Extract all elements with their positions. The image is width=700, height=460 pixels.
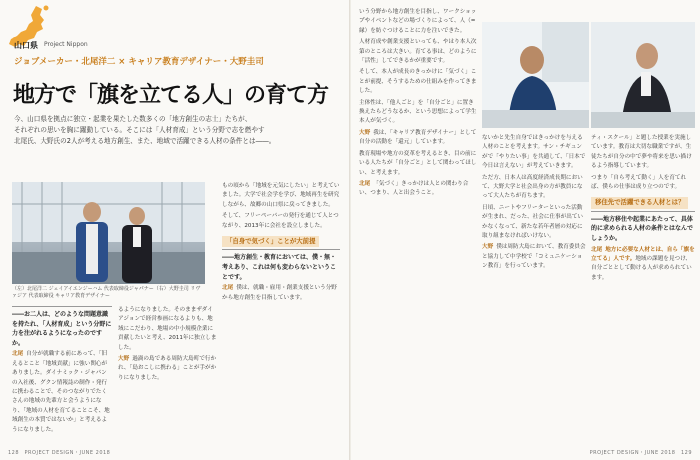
speaker-name: 北尾 — [359, 180, 371, 187]
bold-question: ――地方移住や起業にあたって、具体的に求められる人材の条件とはなんでしょうか。 — [591, 211, 695, 244]
paragraph-text: 僕は周防大島において、教育委員会と協力して中学校で「コミュニケーション教育」を行っています。 — [482, 244, 586, 270]
section-subhead: 移住先で活躍できる人材とは？ — [591, 197, 688, 208]
paragraph: 北尾 僕は、就職・雇用・創業支援という分野から地方創生を目指しています。 — [222, 285, 337, 301]
paragraph: そして、フリーペーパーの発行を通じて人とつながり、2013年に会社を設立しました。 — [222, 213, 339, 229]
photo-illustration — [12, 182, 205, 284]
interview-photo-left — [12, 182, 205, 284]
text-column-right-1 — [359, 8, 477, 446]
right-page — [351, 0, 700, 460]
paragraph-text: 過渦の島である周防大島町で行かれ、「島おこしに携わる」ことが手がかりになりました。 — [118, 356, 217, 381]
interview-photo-right-1 — [482, 22, 589, 128]
speaker-name: 北尾 — [222, 285, 234, 292]
paragraph: つまり「自ら考えて動く」人を育てれば、僕らの仕事は成り立つのです。 — [591, 174, 687, 191]
paragraph-text: 「気づく」きっかけは人との関わり合い、つまり、人と出会うこと。 — [359, 180, 469, 197]
page-footer-right: PROJECT DESIGN・JUNE 2018 129 — [589, 450, 692, 456]
paragraph: 教育現場や地方の変革を考えるとき、目の前にいる人たちが「自分ごと」として関わってほしい、と考えます。 — [359, 150, 477, 176]
highlight-text: 地方に必要な人材とは、自ら「旗を立てる」人です。 — [591, 246, 695, 263]
paragraph: 北尾 地方に必要な人材とは、自ら「旗を立てる」人です。地域の課題を見つけ、自分ごととして動ける人が求められています。 — [591, 246, 695, 281]
speaker-name: 大野 — [482, 244, 494, 251]
text-column-right-3 — [591, 134, 695, 446]
paragraph: るようになりました。そのままザダイアジョンで経営参画になるよりも、地域にこだわり、地場の中小規模企業に貢献したいと考え、2011年に独立しました。 — [118, 307, 217, 351]
paragraph: いう分野から地方創生を目指し、ワークショップやイベントなどの場づくりによって、人（=縁）を紡ぐつけることに力を注いできた。 — [359, 9, 477, 34]
paragraph: ないかと先生自身ではきっかけを与える人材のことを考えます。サン・チギュンがで「やりたい事」を共通して、「日本で今日は言えない」が考えていきます。 — [482, 135, 586, 170]
interview-photo-right-2 — [591, 22, 695, 128]
paragraph: 主体性は、「他人ごと」を「自分ごと」に置き換えたらどうなるか、という思想によって学生本人が気づく。 — [359, 99, 477, 125]
speaker-name: 大野 — [359, 129, 371, 136]
paragraph — [482, 243, 586, 271]
left-page — [0, 0, 349, 460]
speaker-name: 北尾 — [591, 246, 603, 253]
paragraph — [118, 355, 218, 383]
article-headline: 地方で「旗を立てる人」の育て方 — [13, 83, 329, 108]
paragraph: そして、本人が成長のきっかけに「気づく」ことが前提、そうするための仕組みを作ってきました。 — [359, 69, 477, 95]
paragraph: 日頃、ニートやフリーターといった活動が生まれ、だった、社会に仕事が出ていかなくなって、新たな若年者層の対応に取り組まなければいけない。 — [482, 204, 584, 240]
page-footer-left: 128 PROJECT DESIGN・JUNE 2018 — [8, 450, 111, 456]
region-label: 山口県 — [14, 41, 38, 50]
series-label: Project Nippon — [44, 41, 88, 48]
paragraph: 人材育成や創業支援といっても、やはり本人次第のところは大きい。育てる事は、どのように「活性」してできるかが重要です。 — [359, 39, 477, 65]
paragraph: もの頃から「地域を元気にしたい」と考えていました。大学で社会学を学び、地域再生を研究しながら、故郷の山口県に戻ってきました。 — [222, 183, 340, 208]
section-subhead: 「自身で気づく」ことが大前提 — [222, 236, 319, 247]
bold-question: ――地方創生・教育においては、僕・無・考えあり、これは何も変わらないということです。 — [222, 249, 340, 282]
paragraph-text: 自分が就職する前にあって、「旧えるとこと「地域貢献」に強い関心がありました。ダイナミック・ジャパンの入社後、グクン情報誌の制作・発行に携わることで、そのつながりでたくさんの地域の先輩方と会うようになり、「地域の人材を育てることこそ、地域創生の本質ではないか」と考えるようになりました。 — [12, 351, 110, 433]
speaker-name: 北尾 — [12, 351, 24, 358]
text-column-right-2 — [482, 134, 586, 446]
paragraph — [359, 129, 477, 148]
photo-caption: （左）北尾洋二 ジェイアイエンジーハム 代表取締役ジャパナー（右）大野圭司 リヴァジア 代表取締役 キャリア教育デザイナー — [12, 286, 201, 299]
text-column-left-2 — [118, 306, 218, 446]
paragraph: ただ方、日本人は高度経済成長期において、大野大学と社会出身の方が教員になって大人たちが育ちます。 — [482, 174, 583, 200]
speaker-name: 大野 — [118, 356, 130, 363]
lead-line: 北尾氏、大野氏の2人が考える地方創生、また、地域で活躍できる人材の条件とは――。 — [14, 137, 276, 145]
people-line: ジョブメーカー・北尾洋二 × キャリア教育デザイナー・大野圭司 — [14, 57, 264, 67]
lead-paragraph — [14, 114, 339, 147]
lead-line: 今、山口県を拠点に独立・起業を果たした数多くの「地方創生の志士」たちが、 — [14, 115, 252, 123]
paragraph-text: 我は、「キャリア教育デザイナー」として自分の活動を「還元」しています。 — [359, 129, 477, 146]
paragraph: ティ・スクール」と題した授業を実施しています。教育は大切な職業ですが、生徒たちが自分の中で夢や将来を思い描けるよう指導しています。 — [591, 135, 692, 170]
pull-question: ――お二人は、どのような問題意識を持たれ、「人材育成」という分野に力を注がれるようになったのですか。 — [12, 306, 112, 348]
photo-illustration — [482, 22, 589, 128]
paragraph — [12, 350, 112, 435]
photo-illustration — [591, 22, 695, 128]
text-column-left-3 — [222, 182, 340, 446]
paragraph — [359, 180, 477, 199]
text-column-left-1 — [12, 306, 112, 446]
lead-line: それぞれの思いを胸に躍動している。そこには「人材育成」という分野で志を燃やす — [14, 126, 265, 134]
